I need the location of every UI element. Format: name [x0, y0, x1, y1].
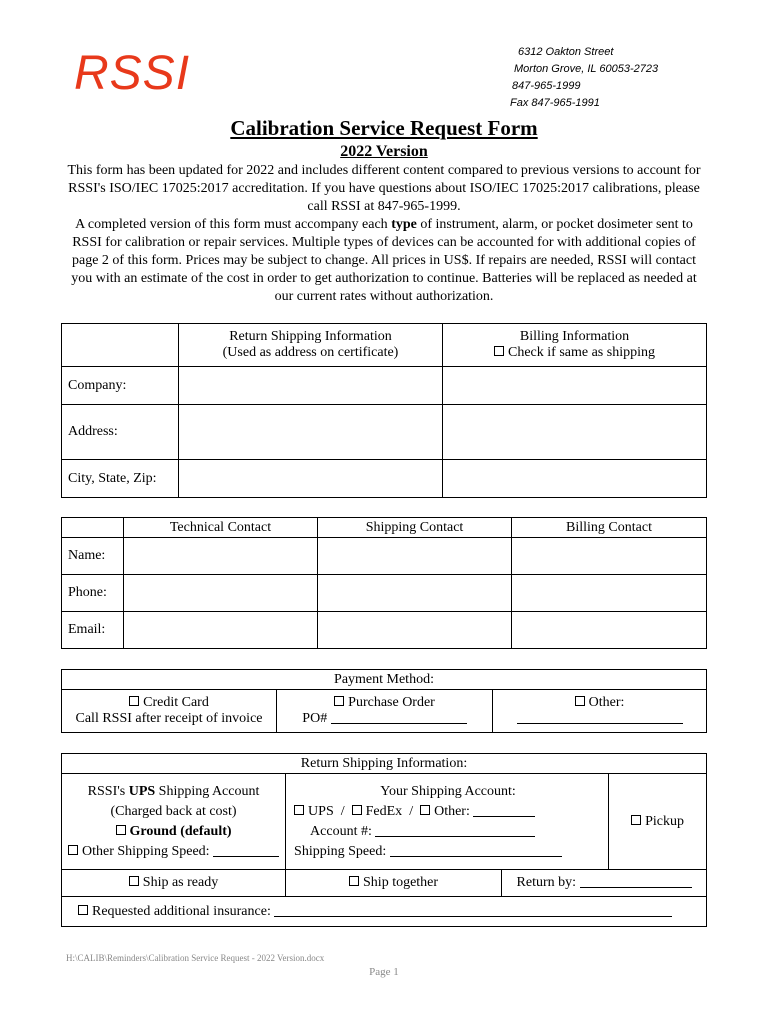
purchase-order-option[interactable] — [277, 690, 493, 733]
charged-back-note: (Charged back at cost) — [110, 803, 237, 819]
checkbox-icon[interactable] — [78, 905, 88, 915]
carrier-options: UPS / FedEx / Other: — [294, 802, 602, 822]
return-by-label: Return by: — [516, 875, 577, 890]
checkbox-icon[interactable] — [334, 696, 344, 706]
billing-company-field[interactable] — [443, 367, 707, 405]
street-line: 6312 Oakton Street — [518, 46, 614, 58]
return-shipping-header-line2: (Used as address on certificate) — [222, 345, 399, 360]
po-number-field[interactable] — [331, 711, 467, 724]
po-number-row — [283, 711, 486, 727]
intro-p2-end: of instrument, alarm, or pocket dosimeter sent to RSSI for calibration or repair services. Multiple types of devices can be accounted for with additional copies of page 2 of this form. Prices may be subject to change. All prices in US$. If repairs are needed, RSSI will contact you with an estimate of the cost in order to get authorization to continue. Batteries will be replaced as needed at our current rates without authorization. — [71, 217, 697, 304]
other-speed-field[interactable] — [213, 844, 279, 857]
credit-card-option[interactable] — [62, 690, 277, 733]
your-shipping-account-cell — [286, 774, 609, 870]
other-carrier-label: Other: — [434, 803, 470, 819]
purchase-order-checkbox[interactable] — [283, 695, 486, 711]
return-shipping-title: Return Shipping Information: — [62, 754, 707, 774]
city-state-zip-label: City, State, Zip: — [62, 460, 179, 498]
same-as-shipping-label: Check if same as shipping — [508, 345, 655, 360]
credit-card-note: Call RSSI after receipt of invoice — [75, 711, 263, 726]
file-path-footer: H:\CALIB\Reminders\Calibration Service Request - 2022 Version.docx — [66, 953, 325, 963]
shipping-speed-field[interactable] — [390, 844, 562, 857]
other-payment-label: Other: — [588, 695, 625, 710]
insurance-cell — [62, 897, 707, 927]
intro-paragraph-2 — [66, 216, 702, 306]
return-shipping-table — [61, 753, 707, 927]
checkbox-icon[interactable] — [294, 805, 304, 815]
billing-address-field[interactable] — [443, 405, 707, 460]
email-label: Email: — [62, 612, 124, 649]
address-table — [61, 323, 707, 498]
other-payment-field[interactable] — [517, 711, 683, 724]
ground-label: Ground (default) — [129, 823, 232, 839]
return-by-cell — [502, 870, 707, 897]
checkbox-icon[interactable] — [631, 815, 641, 825]
credit-card-label: Credit Card — [143, 695, 209, 710]
account-number-row — [294, 822, 602, 842]
contact-table — [61, 517, 707, 649]
form-title: Calibration Service Request Form — [230, 116, 538, 140]
account-number-field[interactable] — [375, 824, 535, 837]
intro-p2-start: A completed version of this form must accompany each — [75, 217, 392, 232]
shipping-city-field[interactable] — [179, 460, 443, 498]
billing-contact-header: Billing Contact — [512, 518, 707, 538]
payment-method-title: Payment Method: — [62, 670, 707, 690]
other-speed-checkbox[interactable] — [68, 842, 279, 862]
same-as-shipping-checkbox[interactable] — [449, 345, 700, 361]
billing-city-field[interactable] — [443, 460, 707, 498]
shipping-contact-header: Shipping Contact — [318, 518, 512, 538]
other-speed-label: Other Shipping Speed: — [82, 843, 210, 859]
checkbox-icon[interactable] — [129, 876, 139, 886]
checkbox-icon[interactable] — [349, 876, 359, 886]
rssi-ups-label-start: RSSI's — [87, 783, 129, 799]
ground-checkbox[interactable] — [68, 822, 279, 842]
technical-email-field[interactable] — [124, 612, 318, 649]
rssi-ups-account-cell — [62, 774, 286, 870]
billing-phone-field[interactable] — [512, 575, 707, 612]
return-shipping-header — [179, 324, 443, 367]
checkbox-icon[interactable] — [68, 845, 78, 855]
pickup-label: Pickup — [645, 813, 684, 829]
intro-p2-bold: type — [391, 217, 417, 232]
other-payment-checkbox[interactable] — [499, 695, 700, 711]
checkbox-icon[interactable] — [352, 805, 362, 815]
technical-phone-field[interactable] — [124, 575, 318, 612]
insurance-field[interactable] — [274, 904, 672, 917]
form-version: 2022 Version — [340, 143, 428, 160]
shipping-email-field[interactable] — [318, 612, 512, 649]
city-line: Morton Grove, IL 60053-2723 — [514, 63, 659, 75]
billing-name-field[interactable] — [512, 538, 707, 575]
return-by-field[interactable] — [580, 875, 692, 888]
billing-header-line1: Billing Information — [519, 329, 630, 344]
account-number-label: Account #: — [310, 823, 372, 839]
name-label: Name: — [62, 538, 124, 575]
shipping-company-field[interactable] — [179, 367, 443, 405]
shipping-speed-row — [294, 842, 602, 862]
ship-together-label: Ship together — [363, 875, 439, 890]
checkbox-icon[interactable] — [420, 805, 430, 815]
ship-as-ready-option[interactable] — [62, 870, 286, 897]
checkbox-icon[interactable] — [494, 346, 504, 356]
fax-line: Fax 847-965-1991 — [510, 97, 600, 109]
rssi-ups-label-bold: UPS — [128, 783, 156, 799]
payment-table — [61, 669, 707, 733]
checkbox-icon[interactable] — [129, 696, 139, 706]
technical-contact-header: Technical Contact — [124, 518, 318, 538]
other-carrier-field[interactable] — [473, 804, 535, 817]
shipping-name-field[interactable] — [318, 538, 512, 575]
purchase-order-label: Purchase Order — [348, 695, 435, 710]
phone-label: Phone: — [62, 575, 124, 612]
checkbox-icon[interactable] — [116, 825, 126, 835]
billing-header — [443, 324, 707, 367]
intro-text — [66, 162, 702, 306]
your-account-label: Your Shipping Account: — [380, 783, 516, 799]
fedex-label: FedEx — [365, 803, 403, 819]
ship-as-ready-label: Ship as ready — [142, 875, 219, 890]
shipping-address-field[interactable] — [179, 405, 443, 460]
address-label: Address: — [62, 405, 179, 460]
page-number: Page 1 — [369, 966, 399, 978]
rssi-ups-label-end: Shipping Account — [155, 783, 260, 799]
other-payment-option[interactable] — [493, 690, 707, 733]
intro-paragraph-1: This form has been updated for 2022 and includes different content compared to previous versions to account for RSSI's ISO/IEC 17025:2017 accreditation. If you have questions about ISO/IEC 17025:2017 calibrations, please call RSSI at 847-965-1999. — [67, 163, 701, 214]
return-shipping-header-line1: Return Shipping Information — [229, 329, 392, 344]
company-logo: RSSI — [74, 47, 191, 100]
checkbox-icon[interactable] — [575, 696, 585, 706]
billing-email-field[interactable] — [512, 612, 707, 649]
shipping-speed-label: Shipping Speed: — [294, 843, 387, 859]
company-address — [510, 44, 658, 112]
credit-card-checkbox[interactable] — [68, 695, 270, 711]
pickup-option[interactable] — [609, 774, 707, 870]
ship-together-option[interactable] — [286, 870, 502, 897]
address-corner-cell — [62, 324, 179, 367]
ups-label: UPS — [308, 803, 334, 819]
shipping-phone-field[interactable] — [318, 575, 512, 612]
company-label: Company: — [62, 367, 179, 405]
technical-name-field[interactable] — [124, 538, 318, 575]
insurance-label: Requested additional insurance: — [92, 903, 271, 919]
po-number-label: PO# — [302, 711, 328, 726]
rssi-ups-label — [68, 782, 279, 802]
phone-line: 847-965-1999 — [512, 80, 581, 92]
contact-corner-cell — [62, 518, 124, 538]
